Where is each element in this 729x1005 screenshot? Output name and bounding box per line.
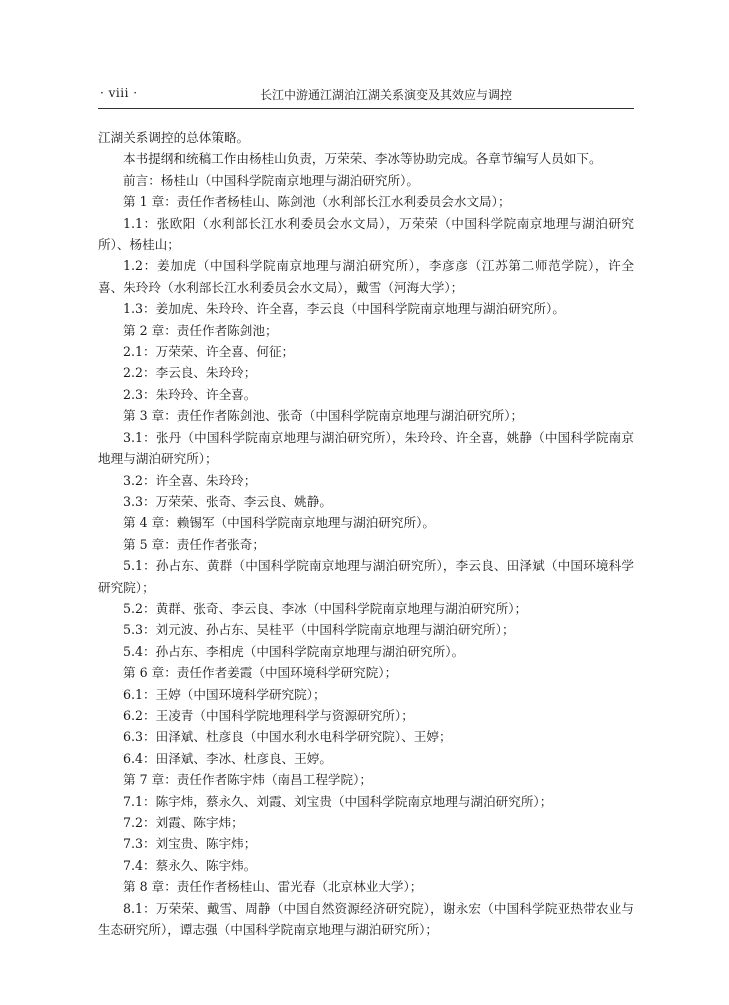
paragraph: 6.2：王凌青（中国科学院地理科学与资源研究所）； — [123, 707, 414, 723]
paragraph: 3.3：万荣荣、张奇、李云良、姚静。 — [123, 493, 332, 509]
paragraph: 第 3 章：责任作者陈剑池、张奇（中国科学院南京地理与湖泊研究所）； — [123, 408, 524, 424]
paragraph: 7.3：刘宝贵、陈宇炜； — [123, 836, 257, 852]
paragraph: 6.3：田泽斌、杜彦良（中国水利水电科学研究院）、王婷； — [123, 729, 452, 745]
paragraph: 2.1：万荣荣、许全喜、何征； — [123, 344, 295, 360]
paragraph: 3.1：张丹（中国科学院南京地理与湖泊研究所），朱玲玲、许全喜，姚静（中国科学院南京地理与湖泊研究所）； — [98, 429, 634, 467]
paragraph: 5.4：孙占东、李相虎（中国科学院南京地理与湖泊研究所）。 — [123, 643, 465, 659]
paragraph: 1.2：姜加虎（中国科学院南京地理与湖泊研究所），李彦彦（江苏第二师范学院），许全喜、朱玲玲（水利部长江水利委员会水文局），戴雪（河海大学）； — [98, 258, 634, 295]
paragraph: 第 8 章：责任作者杨桂山、雷光春（北京林业大学）； — [123, 879, 423, 895]
paragraph: 5.1：孙占东、黄群（中国科学院南京地理与湖泊研究所），李云良、田泽斌（中国环境科学研究院）； — [98, 558, 634, 595]
paragraph: 第 7 章：责任作者陈宇炜（南昌工程学院）； — [123, 772, 373, 788]
running-title: 长江中游通江湖泊江湖关系演变及其效应与调控 — [259, 88, 512, 102]
paragraph: 2.2：李云良、朱玲玲； — [123, 365, 257, 381]
paragraph: 7.4：蔡永久、陈宇炜。 — [123, 857, 257, 873]
paragraph: 8.1：万荣荣、戴雪、周静（中国自然资源经济研究院），谢永宏（中国科学院亚热带农业与生态研究所），谭志强（中国科学院南京地理与湖泊研究所）； — [98, 900, 634, 938]
paragraph: 1.1：张欧阳（水利部长江水利委员会水文局），万荣荣（中国科学院南京地理与湖泊研究所）、杨桂山； — [98, 215, 634, 253]
paragraph: 3.2：许全喜、朱玲玲； — [123, 472, 257, 488]
body-text — [98, 127, 634, 940]
paragraph: 第 6 章：责任作者姜霞（中国环境科学研究院）； — [123, 665, 398, 681]
running-header — [98, 86, 634, 109]
paragraph: 5.3：刘元波、孙占东、吴桂平（中国科学院南京地理与湖泊研究所）； — [123, 622, 515, 638]
paragraph: 本书提纲和统稿工作由杨桂山负责，万荣荣、李冰等协助完成。各章节编写人员如下。 — [123, 151, 602, 167]
paragraph: 5.2：黄群、张奇、李云良、李冰（中国科学院南京地理与湖泊研究所）； — [123, 600, 528, 616]
paragraph: 2.3：朱玲玲、许全喜。 — [123, 386, 257, 402]
paragraph: 7.1：陈宇炜，蔡永久、刘霞、刘宝贵（中国科学院南京地理与湖泊研究所）； — [123, 793, 553, 809]
paragraph: 第 5 章：责任作者张奇； — [123, 536, 265, 552]
paragraph: 6.4：田泽斌、李冰、杜彦良、王婷。 — [123, 750, 332, 766]
paragraph: 第 4 章：赖锡军（中国科学院南京地理与湖泊研究所）。 — [123, 515, 435, 531]
paragraph: 前言：杨桂山（中国科学院南京地理与湖泊研究所）。 — [123, 172, 419, 188]
paragraph: 1.3：姜加虎、朱玲玲、许全喜，李云良（中国科学院南京地理与湖泊研究所）。 — [123, 301, 565, 317]
paragraph: 7.2：刘霞、陈宇炜； — [123, 815, 244, 830]
paragraph: 6.1：王婷（中国环境科学研究院）； — [123, 686, 326, 702]
page-number: · viii · — [100, 86, 138, 100]
paragraph: 第 1 章：责任作者杨桂山、陈剑池（水利部长江水利委员会水文局）； — [123, 194, 511, 210]
paragraph: 第 2 章：责任作者陈剑池； — [123, 322, 278, 338]
paragraph: 江湖关系调控的总体策略。 — [98, 130, 250, 145]
